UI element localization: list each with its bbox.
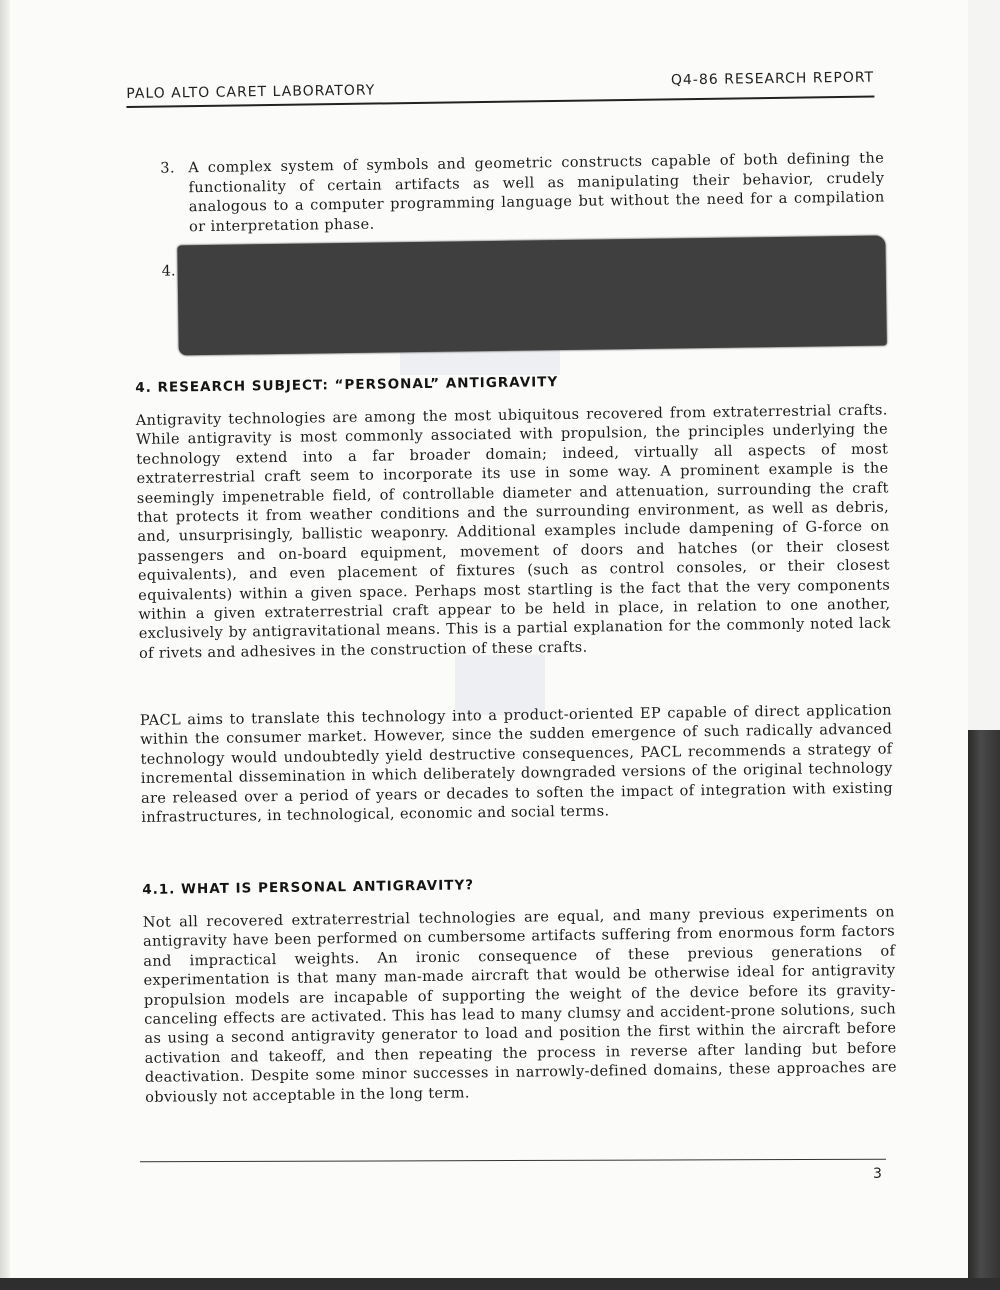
body-paragraph: PACL aims to translate this technology into a product-oriented EP capable of direct application within the consumer market. However, since the sudden emergence of such radically advanced technology would undoubtedly yield destructive consequences, PACL recommends a strategy of incremental dissemination in which deliberately downgraded versions of the original technology are released over a period of years or decades to soften the impact of integration with existing infrastructures, in technological, economic and social terms. <box>139 702 894 826</box>
body-paragraph: Not all recovered extraterrestrial technologies are equal, and many previous experiments on antigravity have been performed on cumbersome artifacts suffering from enormous form factors and impractical weights. An ironic consequence of these previous generations of experimentation is that many man-made aircraft that would be otherwise ideal for antigravity propulsion models are incapable of supporting the weight of the device before its gravity-canceling effects are activated. This has lead to many clumsy and accident-prone solutions, such as using a second antigravity generator to load and position the first within the aircraft before activation and takeoff, and then repeating the process in reverse after landing but before deactivation. Despite some minor successes in narrowly-defined domains, these approaches are obviously not acceptable in the long term. <box>142 904 897 1106</box>
body-paragraph: Antigravity technologies are among the most ubiquitous recovered from extraterrestrial crafts. While antigravity is most commonly associated with propulsion, the principles underlying the technology extend into a far broader domain; indeed, virtually all aspects of most extraterrestrial craft seem to incorporate its use in some way. A prominent example is the seemingly impenetrable field, of controllable diameter and attenuation, surrounding the craft that protects it from weather conditions and the surrounding environment, as well as debris, and, unsurprisingly, ballistic weaponry. Additional examples include dampening of G-force on passengers and on-board equipment, movement of doors and hatches (or their closest equivalents), and even placement of fixtures (such as control consoles, or their closest equivalents) within a given space. Perhaps most startling is the fact that the very components within a given extraterrestrial craft appear to be held in place, in relation to one another, exclusively by antigravitational means. This is a partial explanation for the commonly noted lack of rivets and adhesives in the construction of these crafts. <box>135 402 891 662</box>
scan-edge-right <box>968 0 1000 1290</box>
header-report-title: Q4-86 RESEARCH REPORT <box>670 69 875 89</box>
page-number: 3 <box>873 1166 882 1182</box>
scan-edge-left <box>0 0 10 1290</box>
subsection-heading: 4.1. WHAT IS PERSONAL ANTIGRAVITY? <box>142 877 475 898</box>
section-heading: 4. RESEARCH SUBJECT: “PERSONAL” ANTIGRAVITY <box>135 374 559 396</box>
header-organization: PALO ALTO CARET LABORATORY <box>126 82 376 102</box>
list-item-text: A complex system of symbols and geometric constructs capable of both defining the functionality of certain artifacts as well as manipulating their behavior, crudely analogous to a computer programming language but without the need for a compilation or interpretation phase. <box>188 150 885 235</box>
list-item-number: 3. <box>160 160 176 177</box>
redaction-bar <box>177 235 886 355</box>
list-item-3 <box>132 149 885 237</box>
list-item-number: 4. <box>161 263 176 280</box>
body-column <box>132 140 897 1106</box>
scan-bottom-edge <box>0 1278 1000 1290</box>
scan-shadow <box>968 730 1000 1290</box>
list-item-4 <box>161 241 922 362</box>
